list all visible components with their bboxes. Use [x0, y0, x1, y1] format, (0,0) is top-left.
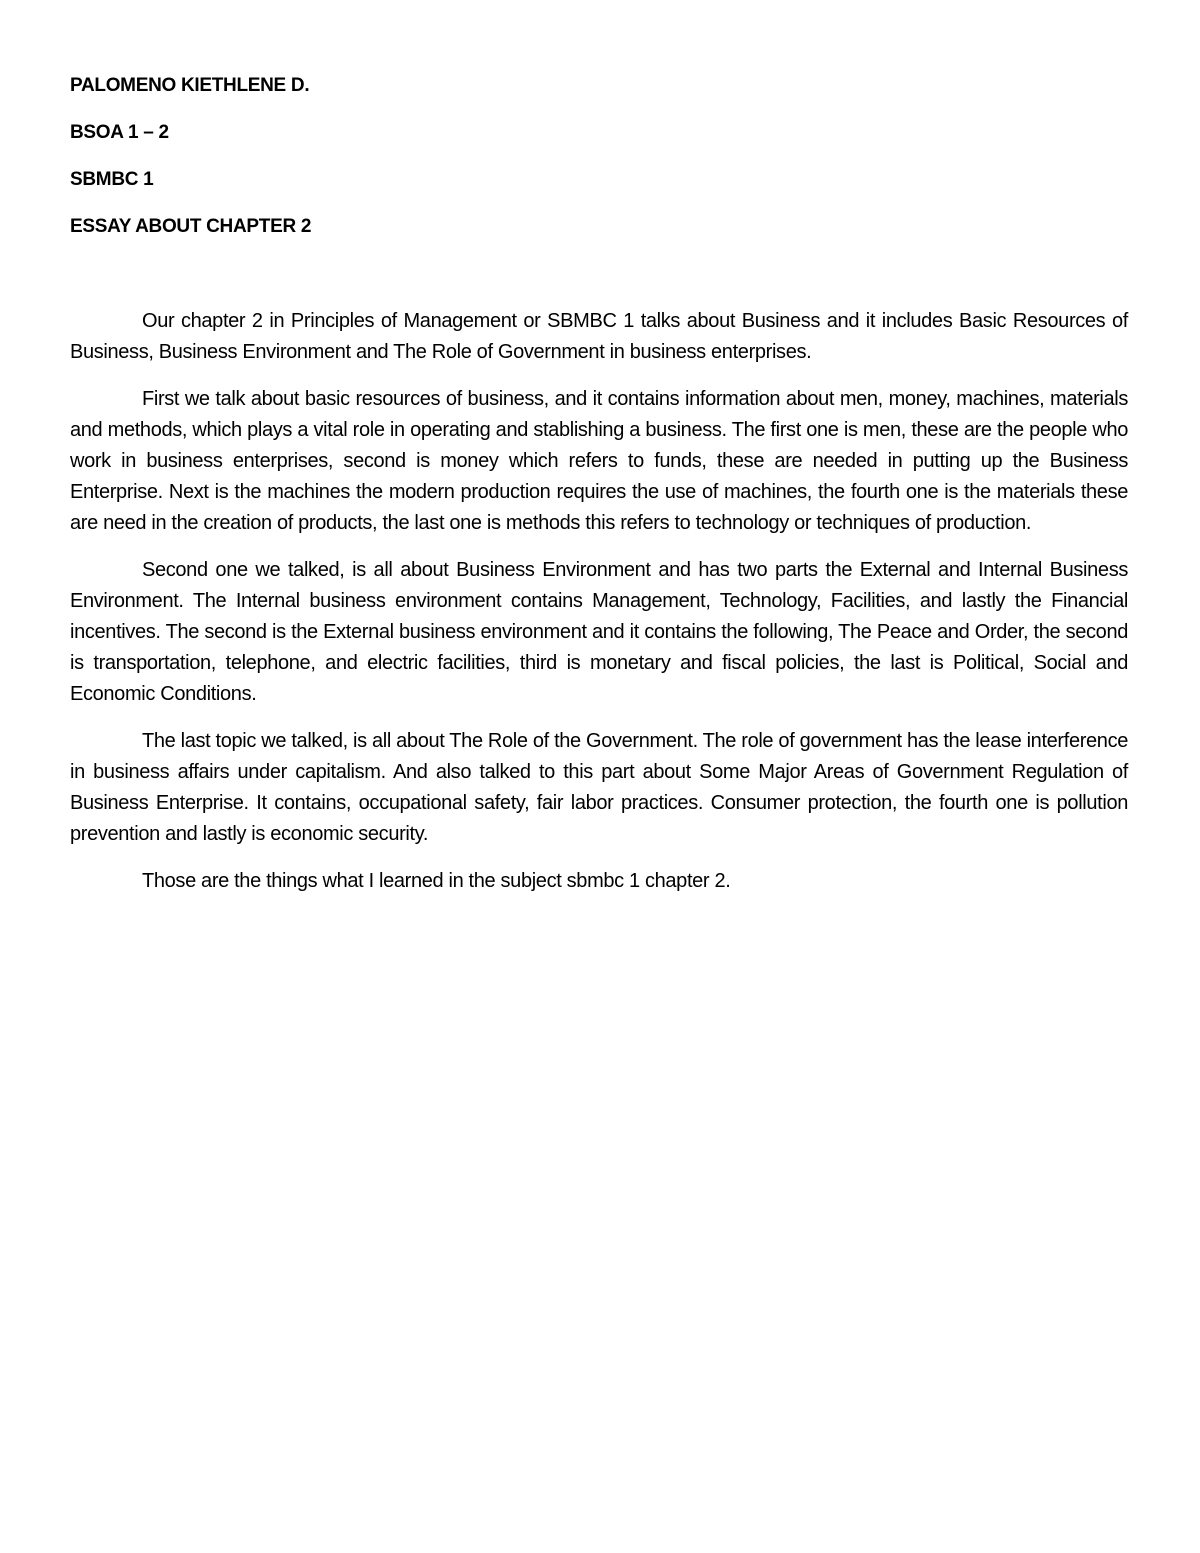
paragraph-conclusion: Those are the things what I learned in the subject sbmbc 1 chapter 2.	[142, 870, 731, 892]
paragraph-basic-resources: First we talk about basic resources of business, and it contains information about men, money, machines, materials and methods, which plays a vital role in operating and stablishing a business. The first one is men, these are the people who work in business enterprises, second is money which refers to funds, these are needed in putting up the Business Enterprise. Next is the machines the modern production requires the use of machines, the fourth one is the materials these are need in the creation of products, the last one is methods this refers to technology or techniques of production.	[70, 388, 1128, 534]
paragraph-business-environment: Second one we talked, is all about Business Environment and has two parts the External and Internal Business Environment. The Internal business environment contains Management, Technology, Facilities, and lastly the Financial incentives. The second is the External business environment and it contains the following, The Peace and Order, the second is transportation, telephone, and electric facilities, third is monetary and fiscal policies, the last is Political, Social and Economic Conditions.	[70, 559, 1128, 705]
essay-title: ESSAY ABOUT CHAPTER 2	[70, 216, 312, 237]
student-name: PALOMENO KIETHLENE D.	[70, 75, 310, 96]
subject-code: SBMBC 1	[70, 169, 154, 190]
document-header	[70, 74, 1130, 262]
paragraph-intro: Our chapter 2 in Principles of Management or SBMBC 1 talks about Business and it includes Basic Resources of Business, Business Environment and The Role of Government in business enterprises.	[70, 310, 1128, 363]
essay-body	[70, 306, 1128, 913]
paragraph-role-of-government: The last topic we talked, is all about The Role of the Government. The role of government has the lease interference in business affairs under capitalism. And also talked to this part about Some Major Areas of Government Regulation of Business Enterprise. It contains, occupational safety, fair labor practices. Consumer protection, the fourth one is pollution prevention and lastly is economic security.	[70, 730, 1128, 845]
course-section: BSOA 1 – 2	[70, 122, 169, 143]
